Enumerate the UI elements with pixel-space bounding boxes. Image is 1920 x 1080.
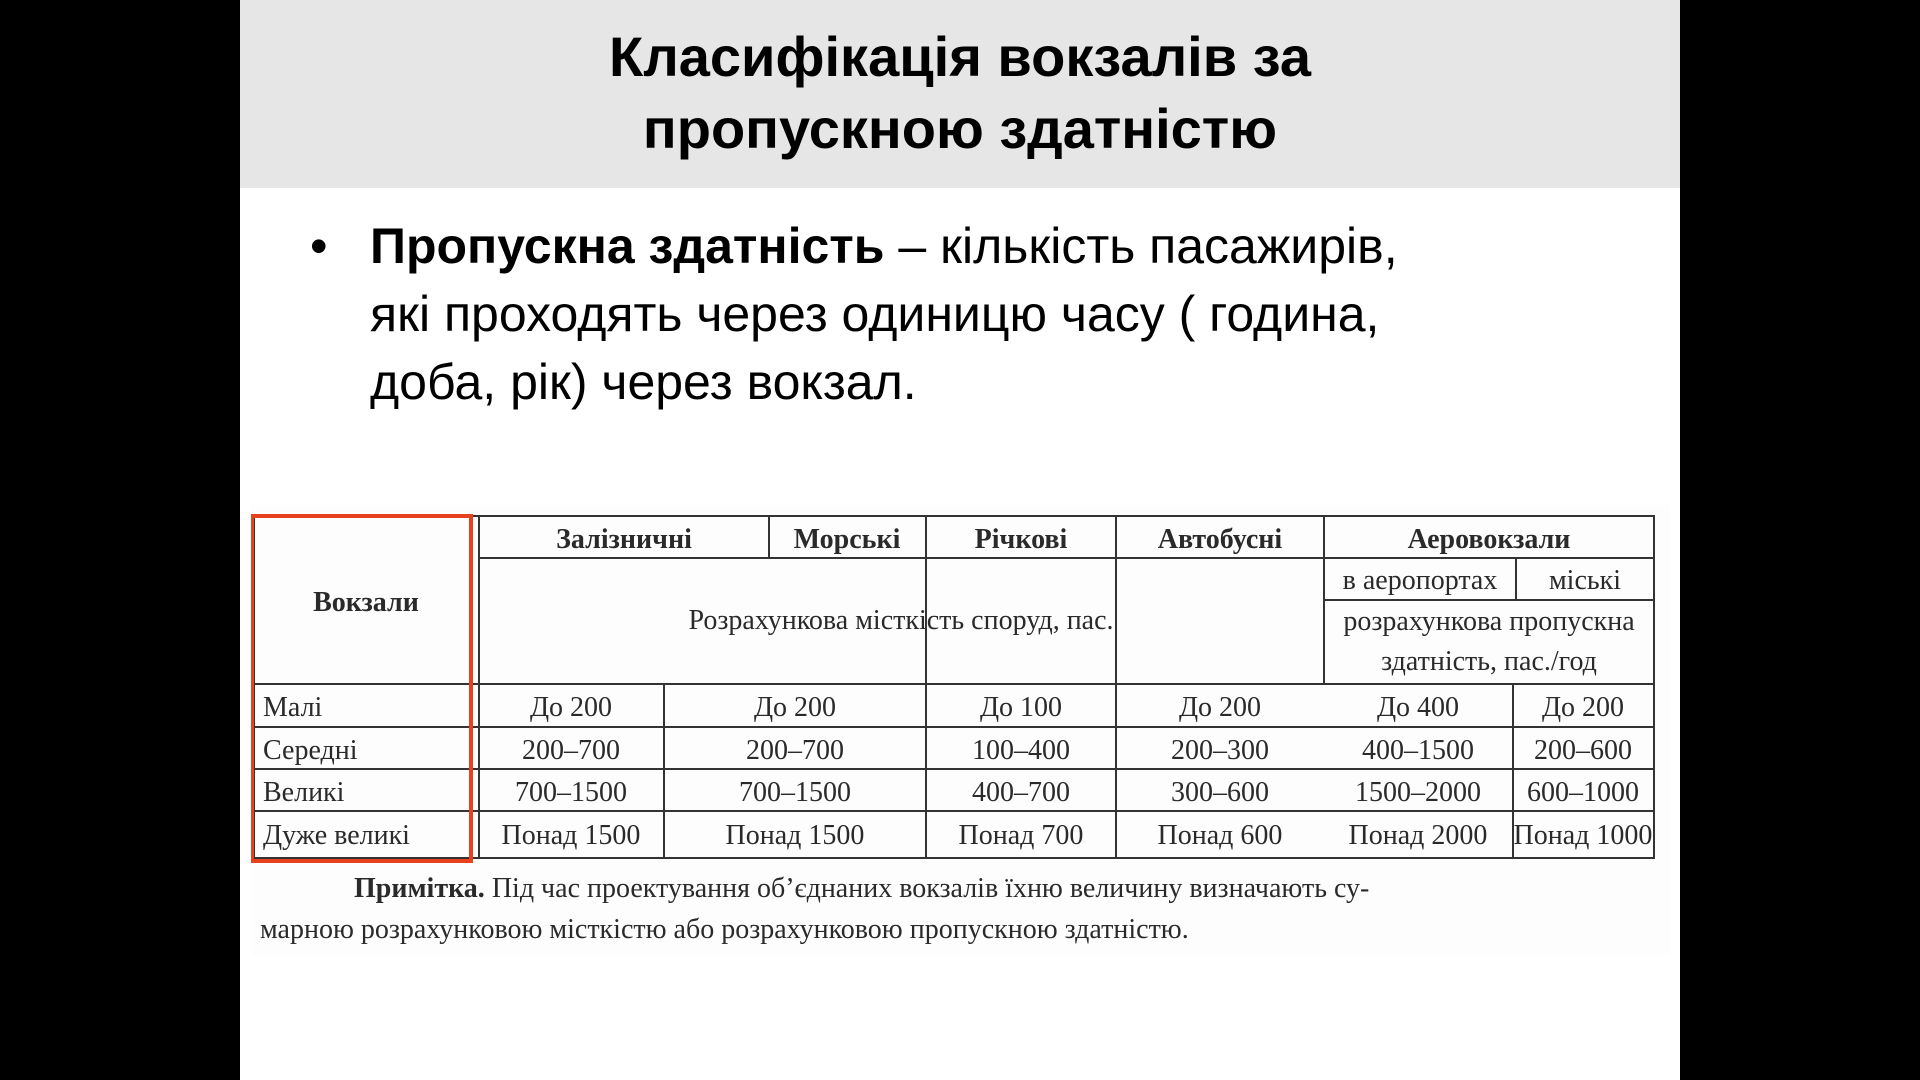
slide-title-line-2: пропускною здатністю (642, 97, 1278, 160)
bullet-text-line-3: доба, рік) через вокзал. (370, 354, 917, 410)
slide-title-line-1: Класифікація вокзалів за (609, 25, 1311, 88)
cell-very-large-airport: Понад 2000 (1348, 820, 1488, 851)
cell-medium-bus: 200–300 (1171, 735, 1269, 766)
cell-very-large-city: Понад 1000 (1513, 820, 1653, 851)
row-label-very-large: Дуже великі (263, 820, 410, 851)
scanned-table-image (251, 505, 1670, 955)
col-header-rail: Залізничні (556, 524, 692, 555)
cell-medium-airport: 400–1500 (1362, 735, 1474, 766)
throughput-label-line-2: здатність, пас./год (1381, 646, 1597, 677)
subheader-city: міські (1548, 565, 1622, 596)
bullet-definition-start: – кількість пасажирів, (884, 218, 1398, 274)
cell-very-large-bus: Понад 600 (1157, 820, 1283, 851)
throughput-label-line-1: розрахункова пропускна (1343, 606, 1635, 637)
table-note-line-2: марною розрахунковою місткістю або розрахунковою пропускною здатністю. (260, 914, 1189, 945)
col-header-river: Річкові (974, 524, 1068, 555)
title-band (240, 0, 1680, 188)
cell-medium-city: 200–600 (1534, 735, 1632, 766)
note-label: Примітка. (354, 873, 485, 904)
slide (240, 0, 1680, 1080)
cell-small-bus: До 200 (1178, 692, 1262, 723)
row-label-medium: Середні (263, 735, 358, 766)
cell-small-city: До 200 (1541, 692, 1625, 723)
cell-medium-rail: 200–700 (522, 735, 620, 766)
row-label-large: Великі (263, 777, 345, 808)
cell-small-river: До 100 (979, 692, 1063, 723)
bullet-term: Пропускна здатність (370, 218, 885, 274)
cell-small-sea: До 200 (753, 692, 837, 723)
cell-large-airport: 1500–2000 (1355, 777, 1481, 808)
cell-medium-river: 100–400 (972, 735, 1070, 766)
highlight-box (252, 516, 471, 861)
cell-very-large-rail: Понад 1500 (501, 820, 641, 851)
cell-very-large-sea: Понад 1500 (725, 820, 865, 851)
station-classification-table (251, 505, 1670, 955)
note-text-1: Під час проектування об’єднаних вокзалів їхню величину визначають су- (484, 873, 1370, 904)
bullet-dot-icon: • (310, 218, 328, 274)
bullet-text-line-2: які проходять через одиницю часу ( година, (370, 286, 1380, 342)
col-header-aero: Аеровокзали (1407, 524, 1571, 555)
cell-large-river: 400–700 (972, 777, 1070, 808)
cell-large-rail: 700–1500 (515, 777, 627, 808)
capacity-label: Розрахункова місткість споруд, пас. (688, 605, 1114, 636)
table-note-line-1 (354, 873, 1369, 904)
cell-very-large-river: Понад 700 (958, 820, 1084, 851)
cell-medium-sea: 200–700 (746, 735, 844, 766)
col-header-sea: Морські (793, 524, 901, 555)
cell-small-rail: До 200 (529, 692, 613, 723)
bullet-text-line-1 (370, 212, 1398, 280)
table-row-header: Вокзали (313, 587, 419, 618)
col-header-bus: Автобусні (1157, 524, 1283, 555)
cell-small-airport: До 400 (1376, 692, 1460, 723)
row-label-small: Малі (263, 692, 323, 723)
subheader-airports: в аеропортах (1342, 565, 1498, 596)
cell-large-city: 600–1000 (1527, 777, 1639, 808)
cell-large-sea: 700–1500 (739, 777, 851, 808)
cell-large-bus: 300–600 (1171, 777, 1269, 808)
